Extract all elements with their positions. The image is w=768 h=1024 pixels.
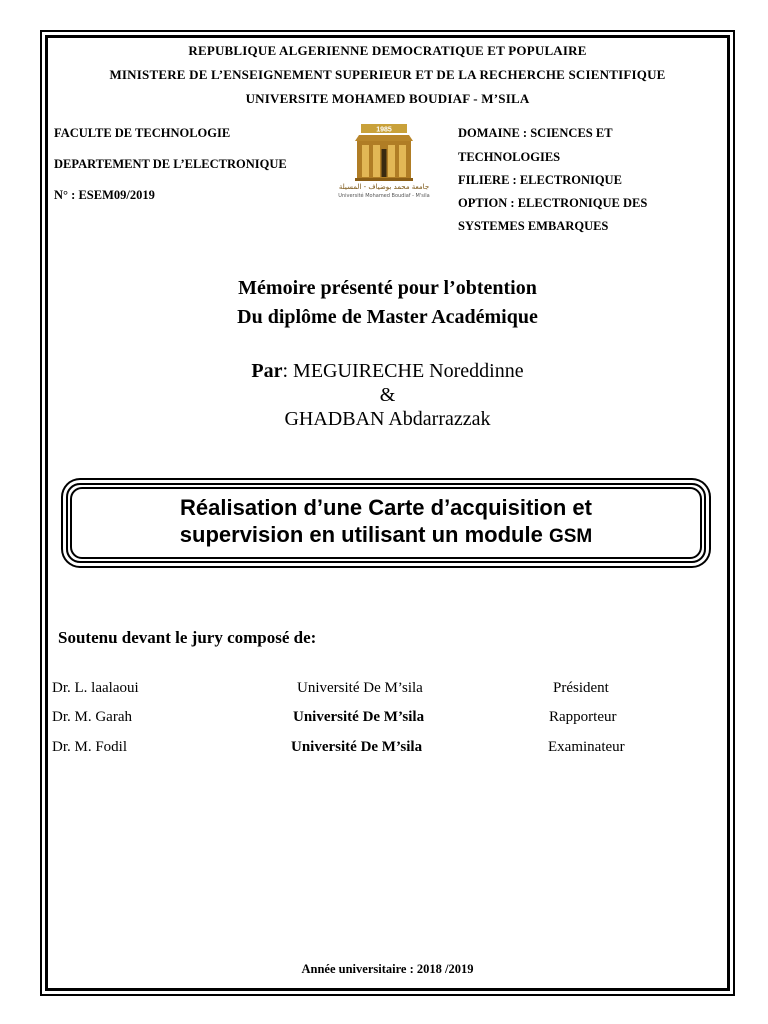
jury-member-name-3: Dr. M. Fodil <box>52 739 128 755</box>
logo-arabic-text: جامعة محمد بوضياف - المسيلة <box>338 183 430 191</box>
jury-member-role-1: Président <box>553 680 609 696</box>
jury-member-name-1: Dr. L. laalaoui <box>52 680 139 696</box>
header-university: UNIVERSITE MOHAMED BOUDIAF - M’SILA <box>245 91 530 106</box>
option-value: SYSTEMES EMBARQUES <box>458 219 609 233</box>
jury-member-university-2: Université De M’sila <box>293 709 425 725</box>
author-2: GHADBAN Abdarrazzak <box>284 408 491 430</box>
memoire-line2: Du diplôme de Master Académique <box>237 306 538 328</box>
thesis-title-line1: Réalisation d’une Carte d’acquisition et <box>180 495 592 520</box>
jury-member-role-3: Examinateur <box>548 739 625 755</box>
jury-heading: Soutenu devant le jury composé de: <box>58 628 317 647</box>
jury-member-university-3: Université De M’sila <box>291 739 423 755</box>
author-1: : MEGUIRECHE Noreddinne <box>282 360 524 382</box>
thesis-title-line2: supervision en utilisant un module GSM <box>179 522 593 547</box>
memoire-line1: Mémoire présenté pour l’obtention <box>238 277 537 299</box>
domaine-label: DOMAINE : SCIENCES ET <box>458 126 613 140</box>
university-logo <box>333 122 435 200</box>
author-ampersand: & <box>379 384 396 406</box>
logo-year: 1985 <box>376 126 392 134</box>
header-republic: REPUBLIQUE ALGERIENNE DEMOCRATIQUE ET POPULAIRE <box>188 43 587 58</box>
logo-latin-text: Université Mohamed Boudiaf - M'sila <box>338 193 430 199</box>
option-label: OPTION : ELECTRONIQUE DES <box>458 196 648 210</box>
thesis-title <box>70 494 702 550</box>
header-ministry: MINISTERE DE L’ENSEIGNEMENT SUPERIEUR ET DE LA RECHERCHE SCIENTIFIQUE <box>109 67 666 82</box>
faculty-label: FACULTE DE TECHNOLOGIE <box>54 126 231 140</box>
domaine-value: TECHNOLOGIES <box>458 150 561 164</box>
thesis-title-gsm: GSM <box>548 526 593 547</box>
department-label: DEPARTEMENT DE L’ELECTRONIQUE <box>54 157 287 171</box>
filiere-label: FILIERE : ELECTRONIQUE <box>458 173 622 187</box>
author-line1 <box>45 360 730 383</box>
academic-year: Année universitaire : 2018 /2019 <box>301 962 474 976</box>
jury-member-university-1: Université De M’sila <box>297 680 423 696</box>
jury-member-role-2: Rapporteur <box>549 709 617 725</box>
reference-number: N° : ESEM09/2019 <box>54 188 155 202</box>
par-label: Par <box>251 360 283 382</box>
jury-member-name-2: Dr. M. Garah <box>52 709 132 725</box>
